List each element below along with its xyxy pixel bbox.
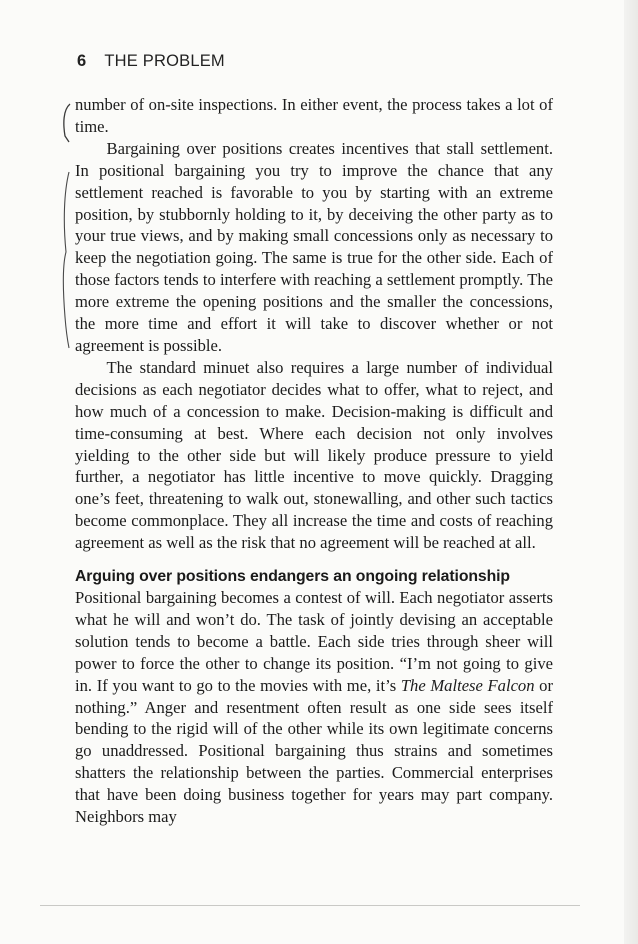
film-title: The Maltese Falcon xyxy=(400,675,535,695)
page-edge-shadow xyxy=(624,0,638,944)
scan-edge-line xyxy=(40,905,580,906)
running-title: THE PROBLEM xyxy=(104,52,225,70)
running-header xyxy=(77,52,225,74)
handwritten-margin-bracket xyxy=(60,102,74,352)
paragraph-stall-settlement: Bargaining over positions creates incentives that stall settlement. In positional bargaining you try to improve the chance that any settlement reached is favorable to you by starting with an extreme position, by stubbornly holding to it, by deceiving the other party as to your true views, and by making small concessions only as necessary to keep the negotiation going. The same is true for the other side. Each of those factors tends to interfere with reaching a settlement promptly. The more extreme the opening positions and the smaller the concessions, the more time and effort it will take to discover whether or not agreement is possible. xyxy=(75,138,553,355)
paragraph-standard-minuet: The standard minuet also requires a large number of individual decisions as each negotiator decides what to offer, what to reject, and how much of a concession to make. Decision-making is difficult and time-consuming at best. Where each decision not only involves yielding to the other side but will likely produce pressure to yield further, a negotiator has little incentive to move quickly. Dragging one’s feet, threatening to walk out, stonewalling, and other such tactics become commonplace. They all increase the time and costs of reaching agreement as well as the risk that no agreement will be reached at all. xyxy=(75,357,553,553)
paragraph-text-part-1: Positional bargaining becomes a contest of will. Each negotiator asserts what he will and won’t do. The task of jointly devising an acceptable solution tends to become a battle. Each side tries through sheer will power to force the other to change its position. “I’m not going to give in. If you want to go to the movies with me, it’s xyxy=(75,588,553,695)
paragraph-contest-of-will xyxy=(75,587,553,828)
body-text xyxy=(75,94,553,828)
paragraph-continued: number of on-site inspections. In either event, the process takes a lot of time. xyxy=(75,95,553,136)
paragraph-text-part-2: or nothing.” Anger and resentment often result as one side sees itself bending to the rigid will of the other while its own legitimate concerns go unaddressed. Positional bargaining thus strains and sometimes shatters the relationship between the parties. Commercial enterprises that have been doing business together for years may part company. Neighbors may xyxy=(75,675,553,827)
section-heading: Arguing over positions endangers an ongoing relationship xyxy=(75,568,510,586)
page-number: 6 xyxy=(77,52,87,70)
